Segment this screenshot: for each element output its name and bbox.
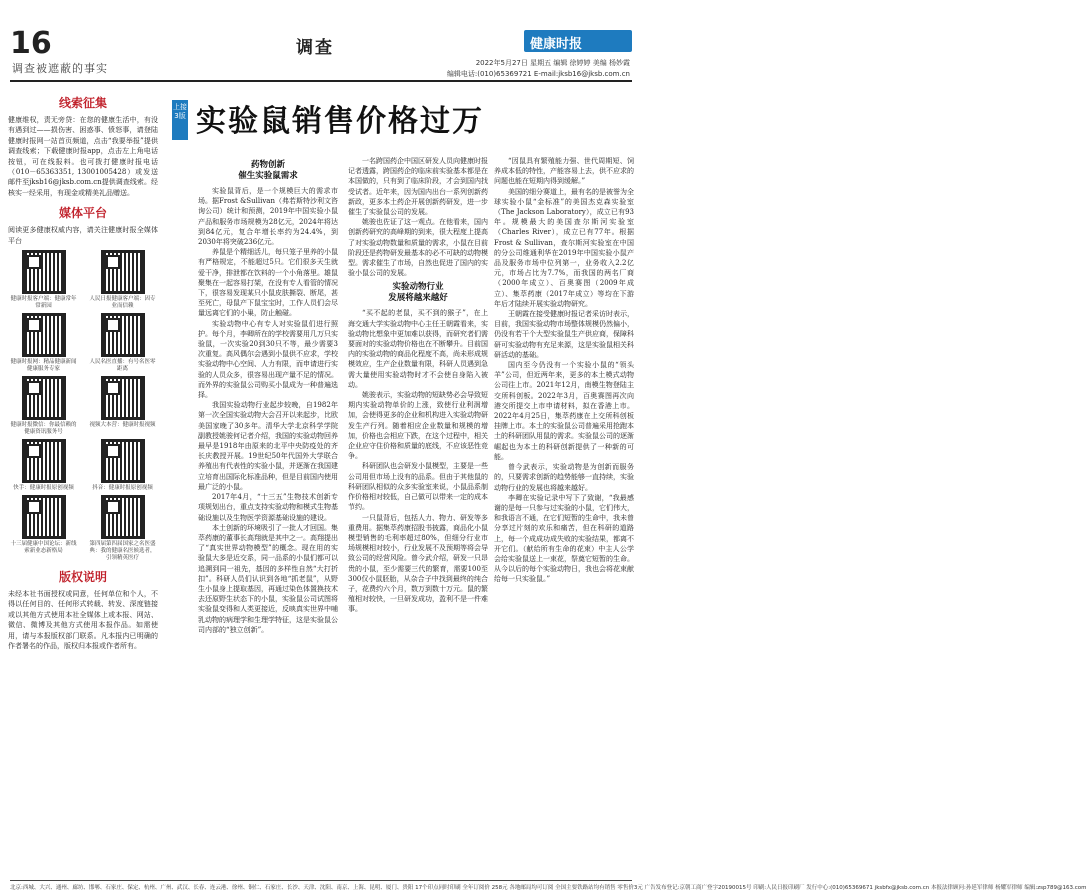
- page-number: 16: [10, 26, 52, 61]
- qr-label: 健康时报客户端：健康常年常新园: [10, 296, 77, 310]
- clue-heading: 线索征集: [58, 96, 107, 110]
- issue-info: 2022年5月27日 星期五 编辑 徐婷婷 美编 杨妙霞: [475, 59, 630, 67]
- article: [172, 96, 632, 876]
- qr-code-icon[interactable]: [22, 376, 66, 420]
- qr-code-icon[interactable]: [22, 439, 66, 483]
- page-footer: 北京:西城、大兴、通州、廊坊、邯郸、石家庄、保定、杭州、广州、武汉、长春、连云港、徐州、铜仁、石家庄、长沙、天津、沈阳、南京、上海、昆明、厦门、贵阳 17个印点同时印刷 全年订阅价 258元 各地邮局均可订阅 全国主要铁路站均有销售 零售价3元 广告发布登记:京朝工商广登字20190015号 印刷:人民日报印刷厂 发行中心:(010)65369671 jksbfx@jksb.com.cn 本报法律顾问:孙延军律师 杨耀军律师 编辑:zsp789@163.com: [10, 880, 632, 891]
- qr-item[interactable]: [87, 495, 158, 562]
- paragraph: 2017年4月，“十三五”生物技术创新专项规划出台，重点支持实验动物和模式生物基础设施以及生物医学资源基础设施的建设。: [198, 493, 338, 522]
- section-title: 调查: [296, 38, 334, 58]
- paragraph: 科研团队也会研发小鼠模型，主要是一些公司用但市场上没有的品系。但由于其他鼠的科研团队相似的众多实验室来说，小鼠品系制作价格相对较低，自己做可以带来一定的成本节约。: [348, 462, 488, 512]
- qr-item[interactable]: [87, 313, 158, 373]
- paragraph: 一只鼠背后，包括人力、物力、研发等多重费用。据集萃药康招股书披露，商品化小鼠模型销售的毛利率超过80%，但细分行业市场规模相对较小，行业发展不及预期等将会导致公司的经营风险。曾今武介绍，研发一只昂贵的小鼠，至少需要三代的繁育，需要100至300仅小鼠胚胎，从杂合子中找到最终的纯合子，花费约六个月，数万到数十万元。鼠的繁殖相对较快，一旦研发成功，盈利不是一件难事。: [348, 513, 488, 614]
- media-text: 阅读更多健康权威内容，请关注健康时报全媒体平台: [8, 226, 158, 245]
- sidebar: [8, 88, 158, 878]
- qr-code-icon[interactable]: [22, 495, 66, 539]
- qr-item[interactable]: [8, 439, 79, 492]
- continued-badge: 上接3版: [172, 100, 188, 140]
- paragraph: 本土创新的环境吸引了一批人才回国。集萃药康的董事长高翔就是其中之一。高翔提出了“真实世界动物模型”的概念。现在用的实验鼠大多是近交系，同一品系的小鼠们都可以追溯到同一祖先，基因的多样性自然“大打折扣”。科研人员们认识到各地“抓老鼠”，从野生小鼠身上提取基因，再通过染色体置换技术去还原野生状态下的小鼠，实验鼠公司试图将实验鼠变得和人类更接近，反映真实世界中哺乳动物的病理学和生理学特征，这是实验鼠公司内部的“独立创新”。: [198, 523, 338, 634]
- qr-label: 人民名医直播：有号名医零距离: [89, 359, 156, 373]
- paragraph: 实验动物中心有专人对实验鼠们进行照护。每个月，李卿所在的学校需要用几万只实验鼠，一次实验20到30只不等，最少需要3次重复。高风偶尔会遇到小鼠供不应求，学校实验动物中心空间、人力有限，而申请进行实验的人员众多，很容易出现产量不足的情况。而外界的实验鼠公司购买小鼠成为一种普遍选择。: [198, 319, 338, 400]
- qr-code-icon[interactable]: [101, 250, 145, 294]
- header-divider: [10, 80, 632, 82]
- qr-label: 第四届第四届国家之名医盛典：我的健康名医候选者，引领精英医疗: [89, 541, 156, 562]
- paragraph: 美国的细分赛道上，最有名的是被誉为全球实验小鼠“金标准”的美国杰克森实验室（The Jackson Laboratory），成立已有93年。规模最大的美国查尔斯河实验室（Charles River），成立已有77年。根据Frost & Sullivan，查尔斯河实验室在中国的分公司维通利华在2019年中国实验小鼠产品及服务市场中位列第一，业务收入2.2亿元，市场占比为7.7%，而我国的两名厂商（2000年成立）、百奥赛图（2009年成立）、集萃药康（2017年成立）等均在下游年后才陆续开展实验动物研究。: [494, 187, 634, 308]
- paragraph: 曾今武表示，实验动物是为创新而服务的，只要需求创新的趋势能够一直持续，实验动物行业的发展也将越来越好。: [494, 463, 634, 492]
- qr-label: 人民日报健康客户端：因专业而信赖: [89, 296, 156, 310]
- clue-text: 健康维权，责无旁贷：在您的健康生活中，有没有遇到过——损伤害、困惑事、愤怒事，请登陆健康时报网一站首页频道，点击“我要举报”提供调查线索；下载健康时报app，点击左上角电话按钮，可在线报料。也可拨打健康时报电话（010－65363351, 13001005428）或发送邮件至jksb16@jksb.com.cn提供调查线索。经核实一经采用，有现金或精美礼品赠送。: [8, 116, 158, 197]
- paragraph: 养鼠是个精细活儿，每只笼子里养的小鼠有严格规定，不能超过5只。它们很多天生就爱干净，排泄都在饮料的一个小角落里。雄鼠聚集在一起容易打架，在没有专人看管的情况下，很容易发现某只小鼠皮肤撕裂、断尾，甚至死亡，母鼠产下鼠宝宝时，工作人员们会尽量远离它们的小巢，防止触碰。: [198, 248, 338, 318]
- qr-label: 十三届健康中国论坛：新线索新业态新格局: [10, 541, 77, 555]
- article-column-1: [198, 156, 338, 635]
- paragraph: 王朝霞在接受健康时报记者采访时表示，目前，我国实验动物市场整体规模仍然偏小，仍没有若干个大型实验鼠生产供应商，保障科研可实验动物有充足来源，这是实验鼠相关科研活动的基础。: [494, 310, 634, 359]
- subheading-drug-innovation: 药物创新 催生实验鼠需求: [238, 160, 298, 181]
- qr-label: 健康时报网：精品健康新闻健康服务专家: [10, 359, 77, 373]
- qr-label: 健康时报微信：你最信赖的健康资讯服务号: [10, 422, 77, 436]
- article-column-2: [348, 156, 488, 615]
- qr-item[interactable]: [87, 439, 158, 492]
- paragraph: 国内至今仍没有一个实验小鼠的“领头羊”公司，但近两年来，更多的本土模式动物公司往上市。2021年12月，南模生物登陆主交所科创板。2022年3月，百奥赛图再次向港交所提交上市申请材料，拟在香港上市。2022年4月25日，集萃药康在上交所科创板挂牌上市。本土的实验鼠公司普遍采用抢跑本土的科研团队用鼠的需求。实验鼠公司的逐渐崛起也为本土的科研创新提供了一种新的可能。: [494, 361, 634, 461]
- copyright-text: 未经本社书面授权或同意，任何单位和个人，不得以任何目的、任何形式转载、转发、深度链接或以其他方式使用本社全媒体上或本报、网站、微信、微博及其他方式使用本报作品。如需使用，请与本报版权部门联系。凡本报内已明确的作者署名的作品，版权归本报或作者所有。: [8, 590, 158, 651]
- qr-code-icon[interactable]: [101, 376, 145, 420]
- paragraph: 一名跨国药企中国区研发人员向健康时报记者透露，跨国药企的临床前实验基本都是在本国做的，只有到了临床阶段，才会到国内找受试者。近年来，因为国内出台一系列创新药新政，更多本土药企开展创新药研发，进一步催生了实验鼠公司的发展。: [348, 157, 488, 217]
- qr-code-icon[interactable]: [101, 439, 145, 483]
- newspaper-logo: 健康时报: [524, 30, 632, 52]
- qr-item[interactable]: [87, 250, 158, 310]
- copyright-heading: 版权说明: [58, 570, 107, 585]
- paragraph: 李卿在实验记录中写下了致谢，“我最感谢的是每一只参与过实验的小鼠，它们伟大，和我语言不通，在它们短暂的生命中，我未曾分享过片刻的欢乐和痛苦，但在科研的道路上，每一个成成功成失败的实验结果，都离不开它们。（献给所有生命的花束）中主人公学会给实验鼠送上一束花，祭奠它短暂的生命。从今以后的每个实验动物日，我也会将花束献给每一只实验鼠。”: [494, 493, 634, 584]
- qr-item[interactable]: [8, 495, 79, 562]
- qr-label: 视频大本营：健康时报视频: [89, 422, 156, 429]
- qr-grid: [8, 250, 158, 562]
- subheading-industry-outlook: 实验动物行业 发展将越来越好: [388, 282, 448, 304]
- paragraph: “因鼠具有繁殖能力强、世代周期短、饲养成本低的特性，产能容易上去，供不应求的问题也能在短期内得到缓解。”: [494, 157, 634, 186]
- editor-contact: 编辑电话:(010)65369721 E-mail:jksb16@jksb.com.cn: [446, 70, 630, 78]
- media-heading: 媒体平台: [58, 206, 107, 221]
- paragraph: 实验鼠背后，是一个规模巨大的需求市场。据Frost &Sullivan（弗若斯特沙利文咨询公司）统计和预测，2019年中国实验小鼠产品和服务市场规模为28亿元，2024年将达到84亿元，复合年增长率约为24.4%，到2030年将突破236亿元。: [198, 187, 338, 247]
- qr-label: 抖音：健康时报原创视频: [92, 485, 153, 492]
- section-tag: 调查被遮蔽的事实: [12, 62, 108, 75]
- qr-item[interactable]: [87, 376, 158, 436]
- qr-item[interactable]: [8, 313, 79, 373]
- article-column-3: [494, 156, 634, 585]
- qr-code-icon[interactable]: [101, 495, 145, 539]
- qr-code-icon[interactable]: [101, 313, 145, 357]
- qr-code-icon[interactable]: [22, 250, 66, 294]
- page-header: [0, 0, 640, 80]
- qr-code-icon[interactable]: [22, 313, 66, 357]
- paragraph: 姚骏也佐证了这一观点。在他看来，国内创新药研究的高峰期的到来，很大程度上提高了对实验动物数量和质量的需求，小鼠在目前阶段还是药物研发最基本的必不可缺的动物模型。需求催生了市场，自然也促进了国内的实验小鼠公司的发展。: [348, 218, 488, 278]
- paragraph: “买不起的老鼠，买不到的猴子”，在上海交通大学实验动物中心主任王朝霞看来，实验动物比想象中更加难以获得，而研究者们需要面对的实验动物价格也在不断攀升。目前国内的实验动物的商品化程度不高，尚未形成规模效应，生产企业数量有限，科研人员遇到急需大量使用实验动物时才不会使自身陷入被动。: [348, 309, 488, 389]
- article-headline: 实验鼠销售价格过万: [196, 104, 484, 139]
- qr-item[interactable]: [8, 376, 79, 436]
- qr-item[interactable]: [8, 250, 79, 310]
- paragraph: 我国实验动物行业起步较晚，自1982年第一次全国实验动物大会召开以来起步，比欧美国家晚了30多年。清华大学北京科学学院副教授姚骏何记者介绍，我国的实验动物回养最早是1918年由原来的北平中央防疫处的齐长庆教授开展。19世纪50年代国外大学联合养殖出有代表性的实验小鼠，并逐渐在我国建立培育出国际化标准品种，但是目前国内使用最广泛的小鼠。: [198, 401, 338, 491]
- qr-label: 快手：健康时报原创视频: [13, 485, 74, 492]
- paragraph: 姚骏表示，实验动物的短缺势必会导致短期内实验动物单价的上涨，致使行业利润增加，会使得更多的企业和机构进入实验动物研发生产行列。随着相应企业数量和规模的增加，价格也会相应下跌，在这个过程中，相关企业应守住价格和质量的底线，不应该恶性竞争。: [348, 391, 488, 461]
